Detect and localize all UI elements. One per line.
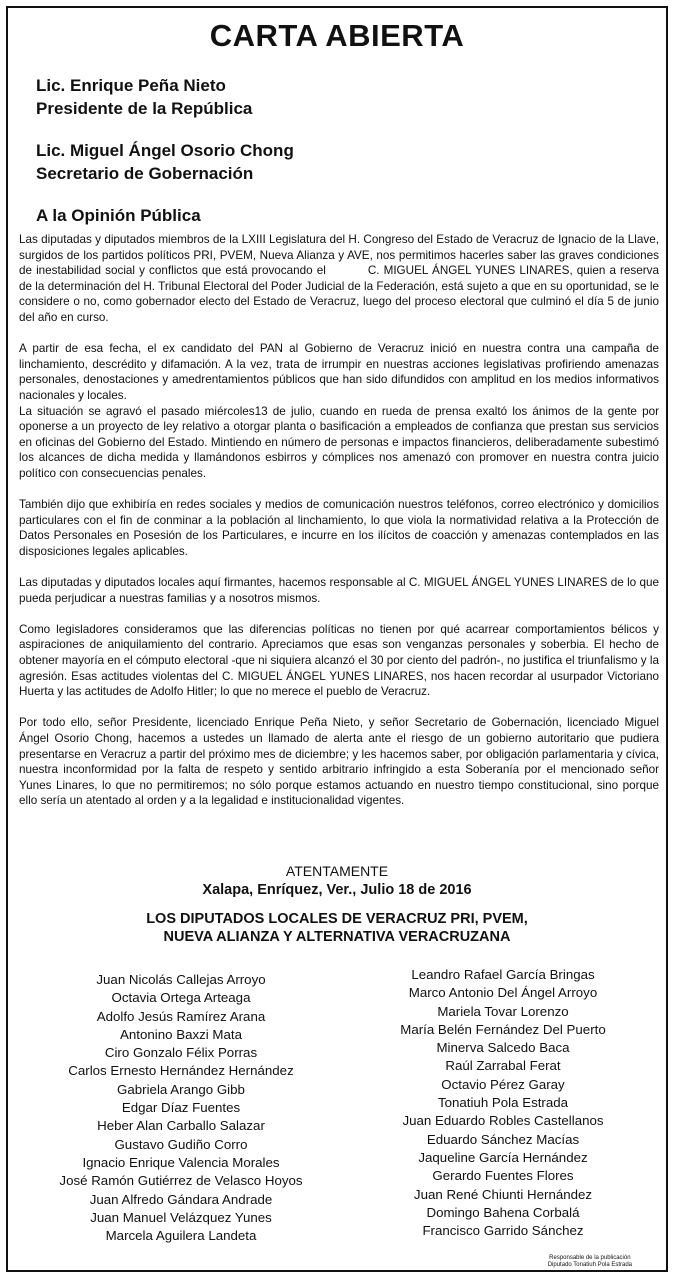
signatory: María Belén Fernández Del Puerto — [400, 1021, 606, 1037]
closing-atentamente: ATENTAMENTE — [285, 863, 389, 879]
paragraph-1-end: C. MIGUEL ÁNGEL YUNES LINARES, quien a reserva de la determinación del H. Tribunal Electoral del Poder Judicial de la Federación, está sujeto a que en su oportunidad, se le considere o no, como gobernador electo del Estado de Veracruz, luego del proceso electoral que culminó el día 5 de junio del año en curso. — [19, 264, 659, 324]
signatory: Heber Alan Carballo Salazar — [97, 1118, 265, 1134]
public-opinion: A la Opinión Pública — [36, 206, 201, 225]
paragraph-1-start: Las diputadas y diputados miembros de la LXIII Legislatura del H. Congreso del Estado de Veracruz de Ignacio de la Llave, surgidos de los partidos políticos PRI, PVEM, Nueva Alianza y AVE, nos permitimos hacerles saber las graves condiciones de inestabilidad social y conflictos que está provocando el — [19, 233, 659, 278]
signatory: José Ramón Gutiérrez de Velasco Hoyos — [59, 1173, 303, 1189]
paragraph-7: Por todo ello, señor Presidente, licenciado Enrique Peña Nieto, y señor Secretario de Gobernación, licenciado Miguel Ángel Osorio Chong, hacemos a ustedes un llamado de alerta ante el riesgo de un gobierno autoritario que pudiera presentarse en Veracruz a partir del próximo mes de diciembre; y les hacemos saber, por obligación parlamentaria y cívica, nuestra inconformidad por la falta de respeto y sentido arbitrario infringido a esta Soberanía por el mencionado señor Yunes Linares, lo que no permitiremos; no sólo porque estamos actuando en nuestro tiempo constitucional, sino porque ello sería un atentado al orden y a la legalidad e institucionalidad vigentes. — [19, 716, 659, 808]
signatory: Gustavo Gudiño Corro — [114, 1136, 248, 1152]
letter-body — [19, 232, 659, 825]
signatory: Juan Alfredo Gándara Andrade — [89, 1191, 273, 1207]
open-letter — [6, 6, 668, 1272]
signatory: Minerva Salcedo Baca — [436, 1040, 570, 1056]
signatory: Juan Eduardo Robles Castellanos — [402, 1113, 604, 1129]
secretary-name: Lic. Miguel Ángel Osorio Chong — [36, 141, 294, 160]
president-name: Lic. Enrique Peña Nieto — [36, 76, 226, 95]
signatory: Jaqueline García Hernández — [418, 1149, 588, 1165]
signatory: Marco Antonio Del Ángel Arroyo — [408, 985, 598, 1001]
signatory: Ciro Gonzalo Félix Porras — [104, 1045, 258, 1061]
footer-line-1: Responsable de la publicación — [549, 1255, 631, 1261]
signatory: Ignacio Enrique Valencia Morales — [82, 1154, 280, 1170]
paragraph-3: La situación se agravó el pasado miércoles13 de julio, cuando en rueda de prensa exaltó los ánimos de la gente por oponerse a un proyecto de ley relativo a otorgar planta o basificación a empleados de confianza que prestan sus servicios en oficinas del Gobierno del Estado. Mintiendo en número de personas e impactos financieros, deliberadamente subestimó los alcances de dicha medida y llamándonos esbirros y cómplices nos amenazó con promover en nuestra contra juicio político con consecuencias penales. — [19, 404, 659, 480]
signatory: Marcela Aguilera Landeta — [105, 1228, 257, 1244]
addressee-secretary — [36, 139, 294, 185]
signatory: Antonino Baxzi Mata — [120, 1026, 242, 1042]
signatory: Domingo Bahena Corbalá — [426, 1204, 580, 1220]
signatory: Tonatiuh Pola Estrada — [437, 1095, 569, 1111]
addressee-president — [36, 74, 252, 120]
signatory: Mariela Tovar Lorenzo — [437, 1003, 569, 1019]
addressee-public — [36, 204, 201, 227]
signatory: Francisco Garrido Sánchez — [422, 1223, 584, 1239]
paragraph-1 — [19, 232, 659, 326]
paragraph-2: A partir de esa fecha, el ex candidato del PAN al Gobierno de Veracruz inició en nuestra contra una campaña de linchamiento, descrédito y difamación. A la vez, trata de irrumpir en nuestras acciones legislativas profiriendo amenazas personales, denostaciones y amedrentamientos públicos que han sido difundidos con amplitud en los medios informativos nacionales y locales. — [19, 342, 659, 402]
paragraph-5: Las diputadas y diputados locales aquí firmantes, hacemos responsable al C. MIGUEL ÁNGEL YUNES LINARES de lo que pueda perjudicar a nuestras familias y a nosotros mismos. — [19, 576, 659, 605]
publication-responsible — [548, 1255, 632, 1269]
signatory: Octavio Pérez Garay — [441, 1076, 565, 1092]
signing-group — [8, 910, 666, 946]
signatory: Gerardo Fuentes Flores — [432, 1168, 574, 1184]
signatory: Leandro Rafael García Bringas — [411, 967, 595, 982]
place-date: Xalapa, Enríquez, Ver., Julio 18 de 2016 — [202, 882, 472, 898]
president-role: Presidente de la República — [36, 99, 253, 118]
secretary-role: Secretario de Gobernación — [36, 164, 254, 183]
footer-line-2: Diputado Tonatiuh Pola Estrada — [547, 1262, 632, 1268]
signatory: Juan René Chiunti Hernández — [413, 1186, 593, 1202]
signatory: Carlos Ernesto Hernández Hernández — [68, 1063, 294, 1079]
signatory: Octavia Ortega Arteaga — [111, 990, 251, 1006]
letter-title: CARTA ABIERTA — [209, 18, 465, 53]
signing-group-line-2: NUEVA ALIANZA Y ALTERNATIVA VERACRUZANA — [163, 929, 511, 945]
signatory: Edgar Díaz Fuentes — [121, 1100, 241, 1116]
signatory: Eduardo Sánchez Macías — [426, 1131, 580, 1147]
signatory: Gabriela Arango Gibb — [117, 1081, 245, 1097]
signatory: Raúl Zarrabal Ferat — [445, 1058, 561, 1074]
paragraph-4: También dijo que exhibiría en redes sociales y medios de comunicación nuestros teléfonos, correo electrónico y domicilios particulares con el fin de conminar a la población al linchamiento, lo que viola la normatividad relativa a la Protección de Datos Personales en Posesión de los Particulares, e incurre en los ilícitos de coacción y amenazas contemplados en las disposiciones legales aplicables. — [19, 498, 659, 558]
signatory: Juan Nicolás Callejas Arroyo — [96, 972, 266, 987]
signatory: Juan Manuel Velázquez Yunes — [90, 1209, 272, 1225]
signatories-left-column — [22, 971, 340, 1245]
signing-group-line-1: LOS DIPUTADOS LOCALES DE VERACRUZ PRI, PVEM, — [146, 911, 528, 927]
signatories-right-column — [344, 966, 662, 1240]
signatory: Adolfo Jesús Ramírez Arana — [96, 1008, 266, 1024]
paragraph-6: Como legisladores consideramos que las diferencias políticas no tienen por qué acarrear comportamientos bélicos y aspiraciones de aniquilamiento del contrario. Apreciamos que esas son venganzas personales y soberbia. El hecho de obtener mayoría en el cómputo electoral -que ni siquiera alcanzó el 30 por ciento del padrón-, no justifica el triunfalismo y la agresión. Esas actitudes violentas del C. MIGUEL ÁNGEL YUNES LINARES, nos hacen recordar al usurpador Victoriano Huerta y las actitudes de Adolfo Hitler; lo que no merece el pueblo de Veracruz. — [19, 622, 659, 699]
